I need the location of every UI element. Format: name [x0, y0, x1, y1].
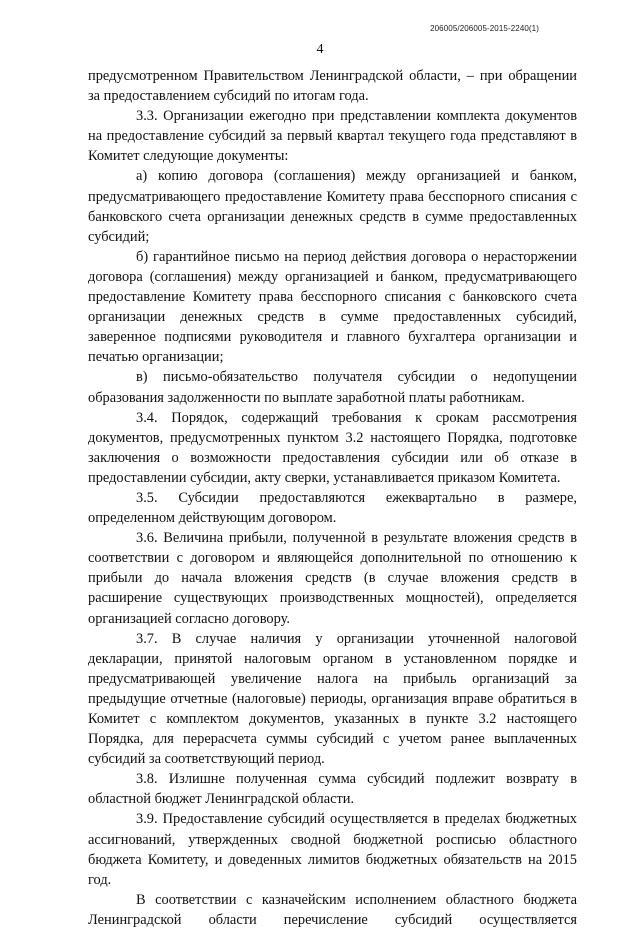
document-body [88, 66, 577, 930]
paragraph-3-7: 3.7. В случае наличия у организации уточненной налоговой декларации, принятой налоговым органом в установленном порядке и предусматривающей увеличение налога на прибыль организаций за предыдущие отчетные (налоговые) периоды, организация вправе обратиться в Комитет с комплектом документов, указанных в пункте 3.2 настоящего Порядка, для перерасчета суммы субсидий с учетом ранее выплаченных субсидий за соответствующий период. [88, 630, 577, 768]
page-number: 4 [316, 42, 324, 57]
paragraph-3-5: 3.5. Субсидии предоставляются ежеквартально в размере, определенном действующим договором. [88, 489, 577, 527]
paragraph-3-8: 3.8. Излишне полученная сумма субсидий подлежит возврату в областной бюджет Ленинградской области. [88, 771, 577, 808]
paragraph-treasury: В соответствии с казначейским исполнением областного бюджета Ленинградской области перечисление субсидий осуществляется [88, 891, 577, 928]
paragraph-3-6: 3.6. Величина прибыли, полученной в результате вложения средств в соответствии с договором и являющейся дополнительной по отношению к прибыли до начала вложения средств (в случае вложения средств в расширение существующих производственных мощностей), определяется организацией согласно договору. [88, 530, 577, 627]
paragraph-3-3-a: а) копию договора (соглашения) между организацией и банком, предусматривающего предоставление Комитету права бесспорного списания с банковского счета организации денежных средств в сумме предоставленных субсидий; [88, 168, 577, 245]
paragraph-continuation: предусмотренном Правительством Ленинградской области, – при обращении за предоставлением субсидий по итогам года. [88, 68, 577, 105]
paragraph-3-4: 3.4. Порядок, содержащий требования к срокам рассмотрения документов, предусмотренных пунктом 3.2 настоящего Порядка, подготовке заключения о возможности предоставления субсидии или об отказе в предоставлении субсидии, акту сверки, устанавливается приказом Комитета. [88, 409, 577, 486]
paragraph-3-3-b: б) гарантийное письмо на период действия договора о нерасторжении договора (соглашения) между организацией и банком, предусматривающего предоставление Комитету права бесспорного списания с банковского счета организации денежных средств в сумме предоставленных субсидий, заверенное подписями руководителя и главного бухгалтера организации и печатью организации; [88, 248, 577, 366]
document-code: 206005/206005-2015-2240(1) [430, 24, 539, 33]
paragraph-3-3: 3.3. Организации ежегодно при представлении комплекта документов на предоставление субсидий за первый квартал текущего года представляют в Комитет следующие документы: [88, 108, 577, 165]
paragraph-3-3-v: в) письмо-обязательство получателя субсидии о недопущении образования задолженности по выплате заработной платы работникам. [88, 369, 577, 406]
paragraph-3-9: 3.9. Предоставление субсидий осуществляется в пределах бюджетных ассигнований, утвержденных сводной бюджетной росписью областного бюджета Комитету, и доведенных лимитов бюджетных обязательств на 2015 год. [88, 811, 577, 888]
